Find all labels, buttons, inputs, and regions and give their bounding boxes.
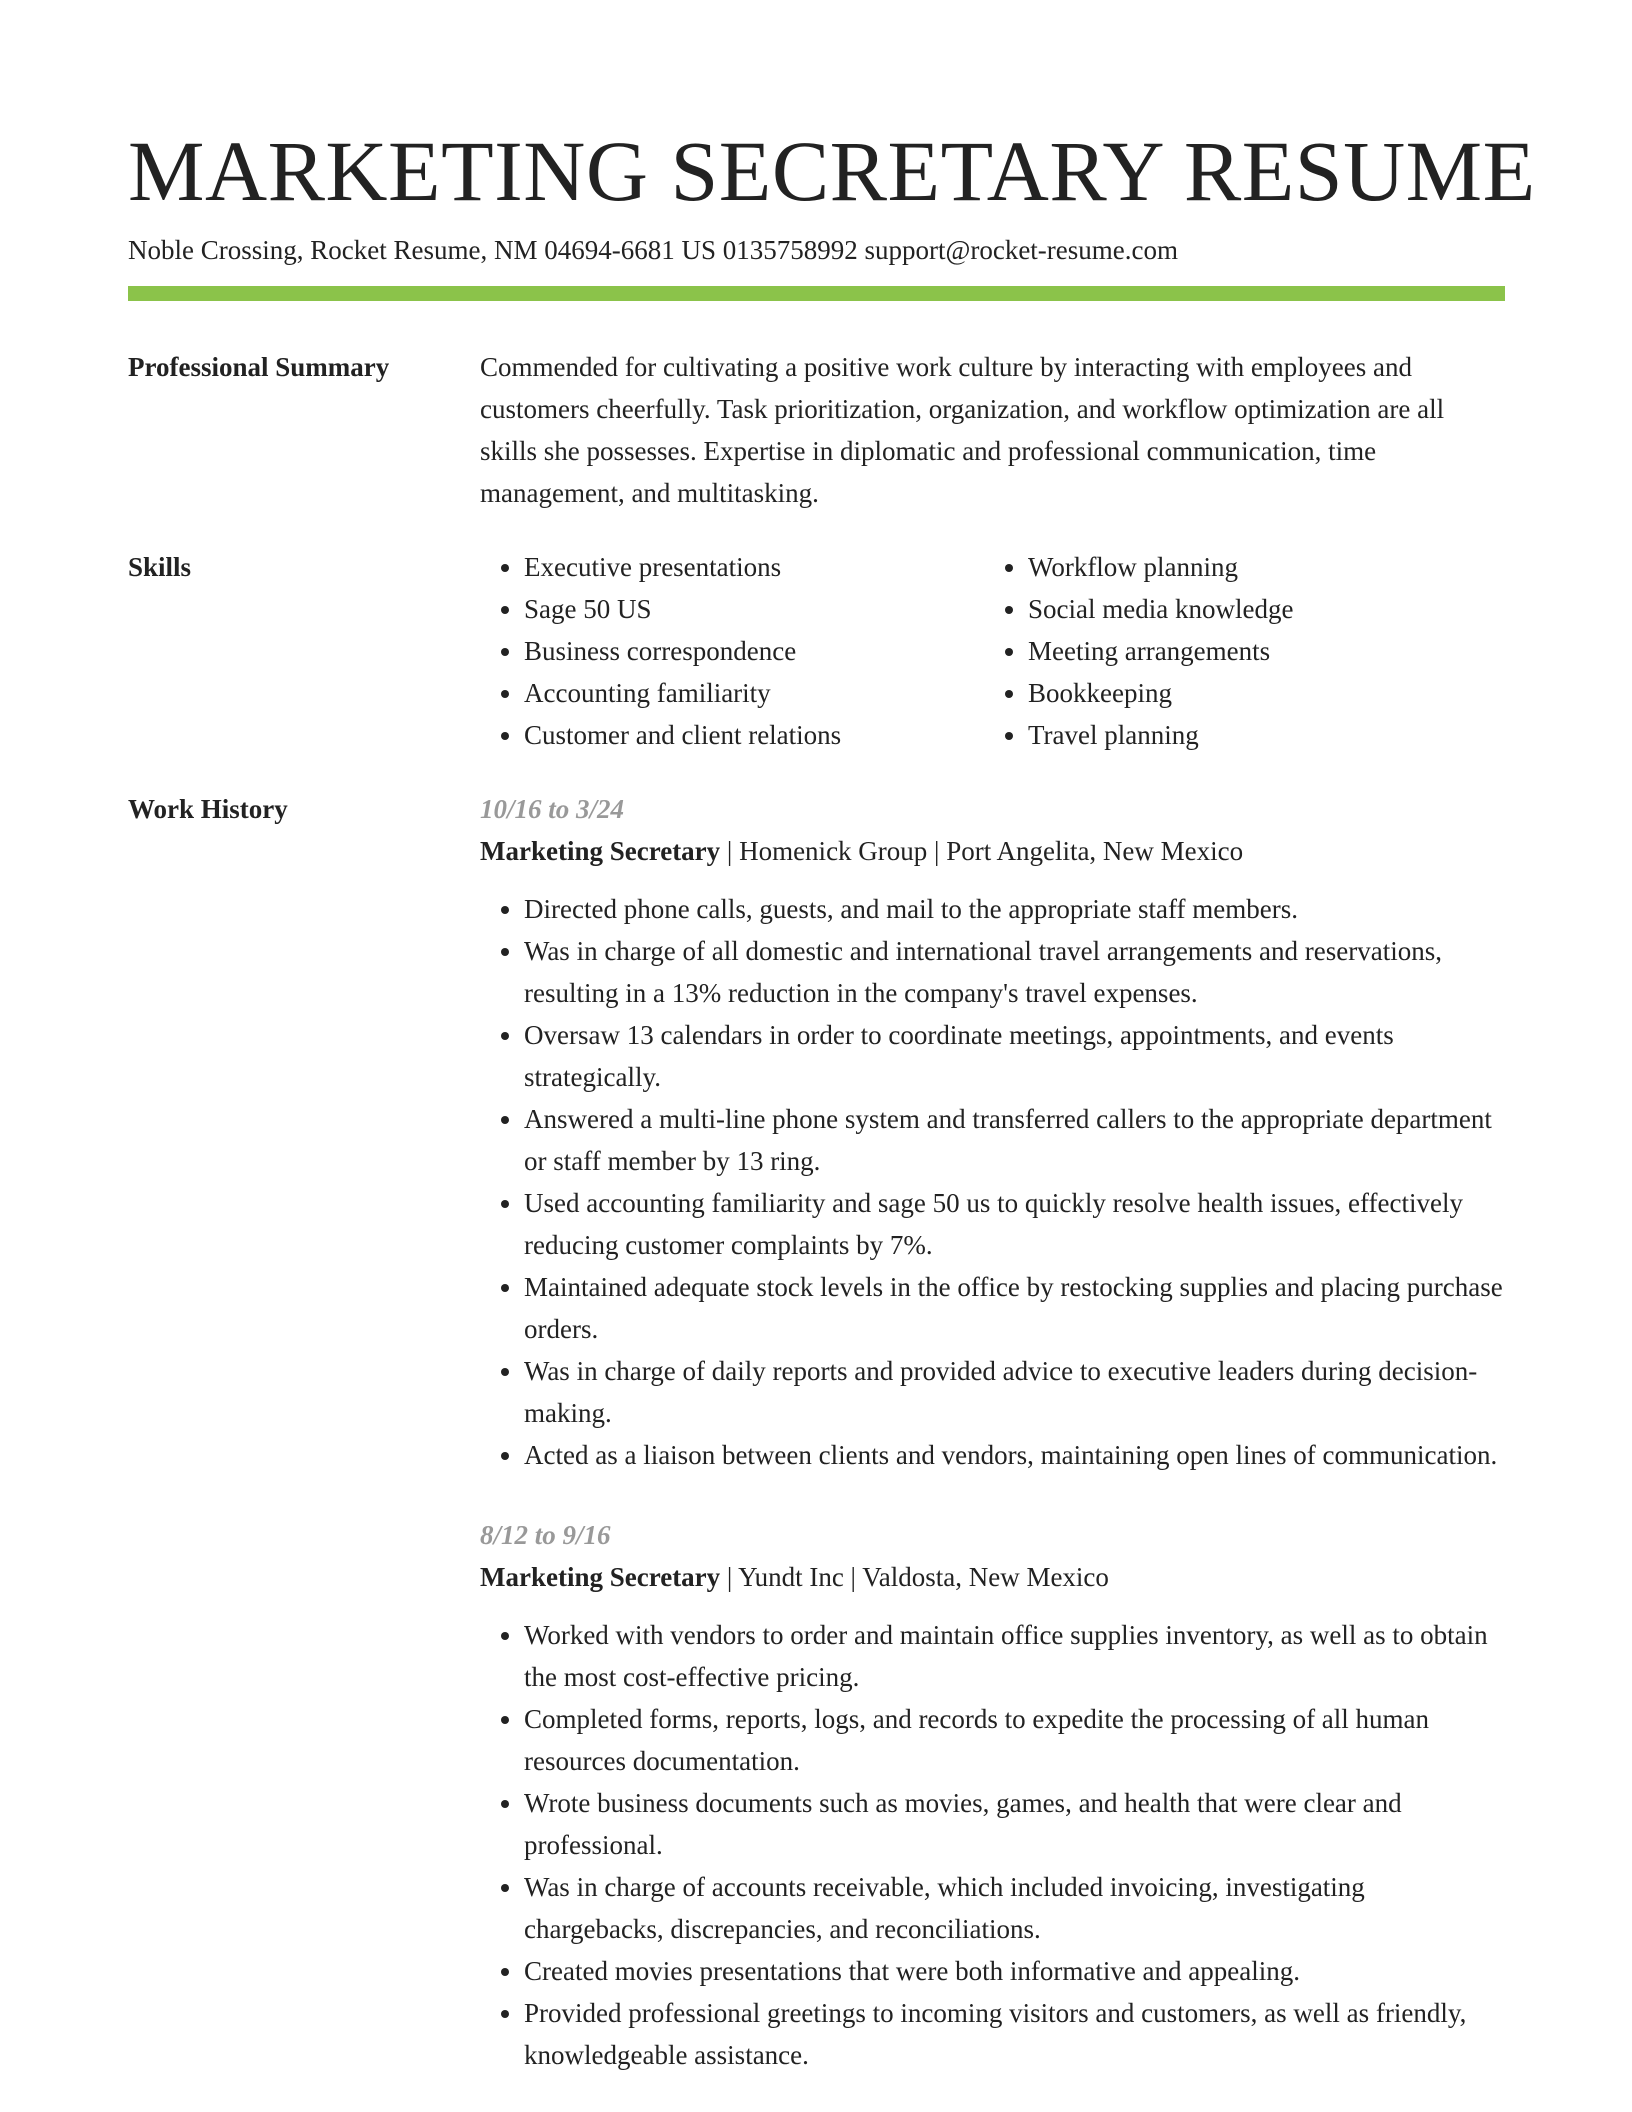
job-entry bbox=[480, 1514, 1505, 2076]
job-bullet: • Answered a multi-line phone system and transferred callers to the appropriate department or staff member by 13 ring. bbox=[524, 1098, 1505, 1182]
job-bullet: • Used accounting familiarity and sage 50 us to quickly resolve health issues, effectively reducing customer complaints by 7%. bbox=[524, 1182, 1505, 1266]
resume-title: MARKETING SECRETARY RESUME bbox=[128, 123, 1536, 219]
job-dates: 8/12 to 9/16 bbox=[480, 1520, 611, 1550]
job-bullet: • Directed phone calls, guests, and mail to the appropriate staff members. bbox=[524, 888, 1505, 930]
summary-text: Commended for cultivating a positive work culture by interacting with employees and customers cheerfully. Task prioritization, organization, and workflow optimization are all skills she possesses. Expertise in diplomatic and professional communication, time management, and multitasking. bbox=[480, 352, 1445, 508]
skills-body bbox=[480, 546, 1505, 756]
job-bullet: • Was in charge of accounts receivable, which included invoicing, investigating chargebacks, discrepancies, and reconciliations. bbox=[524, 1866, 1505, 1950]
job-company-location: | Yundt Inc | Valdosta, New Mexico bbox=[720, 1562, 1109, 1592]
job-entry bbox=[480, 788, 1505, 1476]
job-bullet: • Worked with vendors to order and maintain office supplies inventory, as well as to obtain the most cost-effective pricing. bbox=[524, 1614, 1505, 1698]
summary-body bbox=[480, 346, 1505, 514]
skill-item: • Social media knowledge bbox=[1028, 588, 1498, 630]
job-heading bbox=[480, 830, 1505, 872]
job-company-location: | Homenick Group | Port Angelita, New Mexico bbox=[720, 836, 1244, 866]
job-bullet: • Oversaw 13 calendars in order to coordinate meetings, appointments, and events strategically. bbox=[524, 1014, 1505, 1098]
skill-item: • Bookkeeping bbox=[1028, 672, 1498, 714]
job-bullet: • Provided professional greetings to incoming visitors and customers, as well as friendly, knowledgeable assistance. bbox=[524, 1992, 1505, 2076]
job-bullet: • Maintained adequate stock levels in the office by restocking supplies and placing purchase orders. bbox=[524, 1266, 1505, 1350]
job-dates: 10/16 to 3/24 bbox=[480, 794, 625, 824]
work-history-heading: Work History bbox=[128, 794, 288, 824]
skill-item: • Executive presentations bbox=[524, 546, 984, 588]
job-heading bbox=[480, 1556, 1505, 1598]
work-history-body bbox=[480, 788, 1505, 2076]
skill-item: • Travel planning bbox=[1028, 714, 1498, 756]
job-title: Marketing Secretary bbox=[480, 1562, 721, 1592]
skill-item: • Business correspondence bbox=[524, 630, 984, 672]
job-title: Marketing Secretary bbox=[480, 836, 721, 866]
job-bullet: • Completed forms, reports, logs, and records to expedite the processing of all human resources documentation. bbox=[524, 1698, 1505, 1782]
skills-list-left bbox=[480, 546, 984, 756]
skills-list-right bbox=[984, 546, 1498, 756]
job-bullet: • Was in charge of all domestic and international travel arrangements and reservations, resulting in a 13% reduction in the company's travel expenses. bbox=[524, 930, 1505, 1014]
job-bullet: • Created movies presentations that were both informative and appealing. bbox=[524, 1950, 1505, 1992]
header-divider bbox=[128, 286, 1505, 301]
skill-item: • Sage 50 US bbox=[524, 588, 984, 630]
job-bullet-list bbox=[480, 1614, 1505, 2076]
skill-item: • Meeting arrangements bbox=[1028, 630, 1498, 672]
skill-item: • Customer and client relations bbox=[524, 714, 984, 756]
contact-line: Noble Crossing, Rocket Resume, NM 04694-6681 US 0135758992 support@rocket-resume.com bbox=[128, 235, 1178, 265]
job-bullet: • Acted as a liaison between clients and vendors, maintaining open lines of communication. bbox=[524, 1434, 1505, 1476]
job-bullet: • Wrote business documents such as movies, games, and health that were clear and professional. bbox=[524, 1782, 1505, 1866]
skill-item: • Accounting familiarity bbox=[524, 672, 984, 714]
job-bullet: • Was in charge of daily reports and provided advice to executive leaders during decision-making. bbox=[524, 1350, 1505, 1434]
summary-heading: Professional Summary bbox=[128, 352, 390, 382]
skills-heading: Skills bbox=[128, 552, 192, 582]
job-bullet-list bbox=[480, 888, 1505, 1476]
skill-item: • Workflow planning bbox=[1028, 546, 1498, 588]
